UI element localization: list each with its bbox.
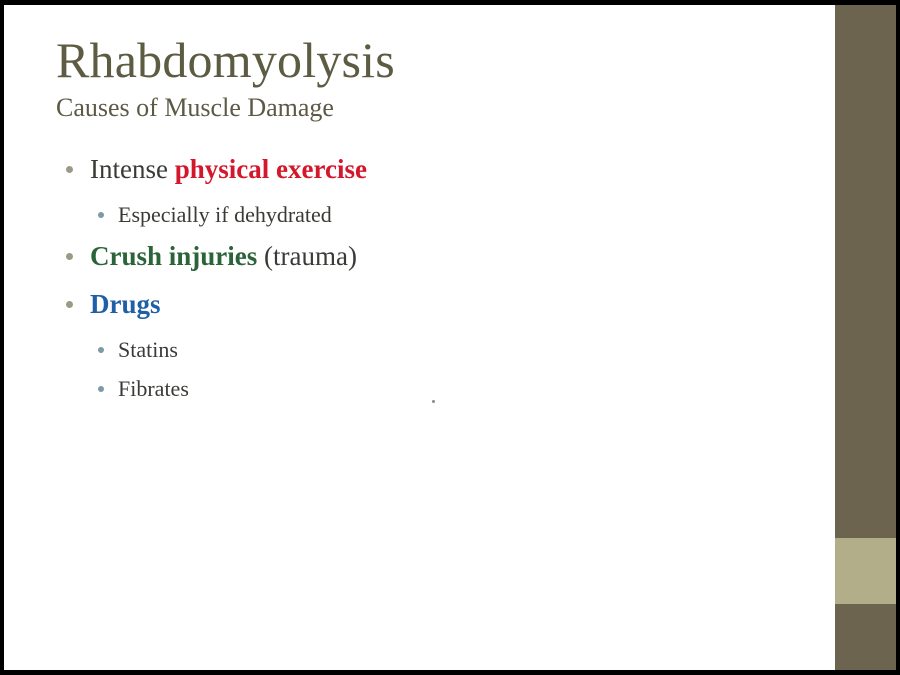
page-title: Rhabdomyolysis bbox=[56, 32, 395, 88]
frame-right bbox=[896, 0, 900, 675]
list-item bbox=[56, 336, 816, 364]
sidebar-band-dark-top bbox=[832, 0, 900, 538]
bullet-dot-icon bbox=[66, 166, 73, 173]
bullet-text-plain: Intense bbox=[90, 154, 175, 184]
list-item bbox=[56, 288, 816, 322]
bullet-text-emphasis: Crush injuries bbox=[90, 241, 258, 272]
slide-content bbox=[56, 34, 816, 415]
list-item bbox=[56, 201, 816, 229]
bullet-text-plain: (trauma) bbox=[257, 241, 357, 272]
bullet-dot-icon bbox=[66, 301, 73, 308]
sidebar-band-dark-bottom bbox=[832, 604, 900, 675]
decorative-sidebar bbox=[832, 0, 900, 675]
sidebar-edge-divider bbox=[832, 0, 835, 675]
list-item bbox=[56, 375, 816, 403]
slide-subtitle: Causes of Muscle Damage bbox=[56, 93, 334, 122]
list-item bbox=[56, 153, 816, 187]
bullet-text-plain: Especially if dehydrated bbox=[118, 201, 332, 227]
list-item bbox=[56, 240, 816, 274]
bullet-text-emphasis: Drugs bbox=[90, 289, 161, 319]
frame-left bbox=[0, 0, 4, 675]
frame-bottom bbox=[0, 670, 900, 675]
bullet-dot-icon bbox=[66, 253, 73, 260]
bullet-dot-icon bbox=[98, 212, 104, 218]
bullet-dot-icon bbox=[98, 386, 104, 392]
bullet-text-plain: Fibrates bbox=[118, 376, 189, 402]
bullet-text-plain: Statins bbox=[118, 336, 178, 362]
sidebar-band-light bbox=[832, 538, 900, 604]
bullet-list bbox=[56, 153, 816, 403]
stray-mark bbox=[432, 400, 435, 403]
frame-top bbox=[0, 0, 900, 5]
bullet-dot-icon bbox=[98, 347, 104, 353]
bullet-text-emphasis: physical exercise bbox=[174, 154, 367, 184]
